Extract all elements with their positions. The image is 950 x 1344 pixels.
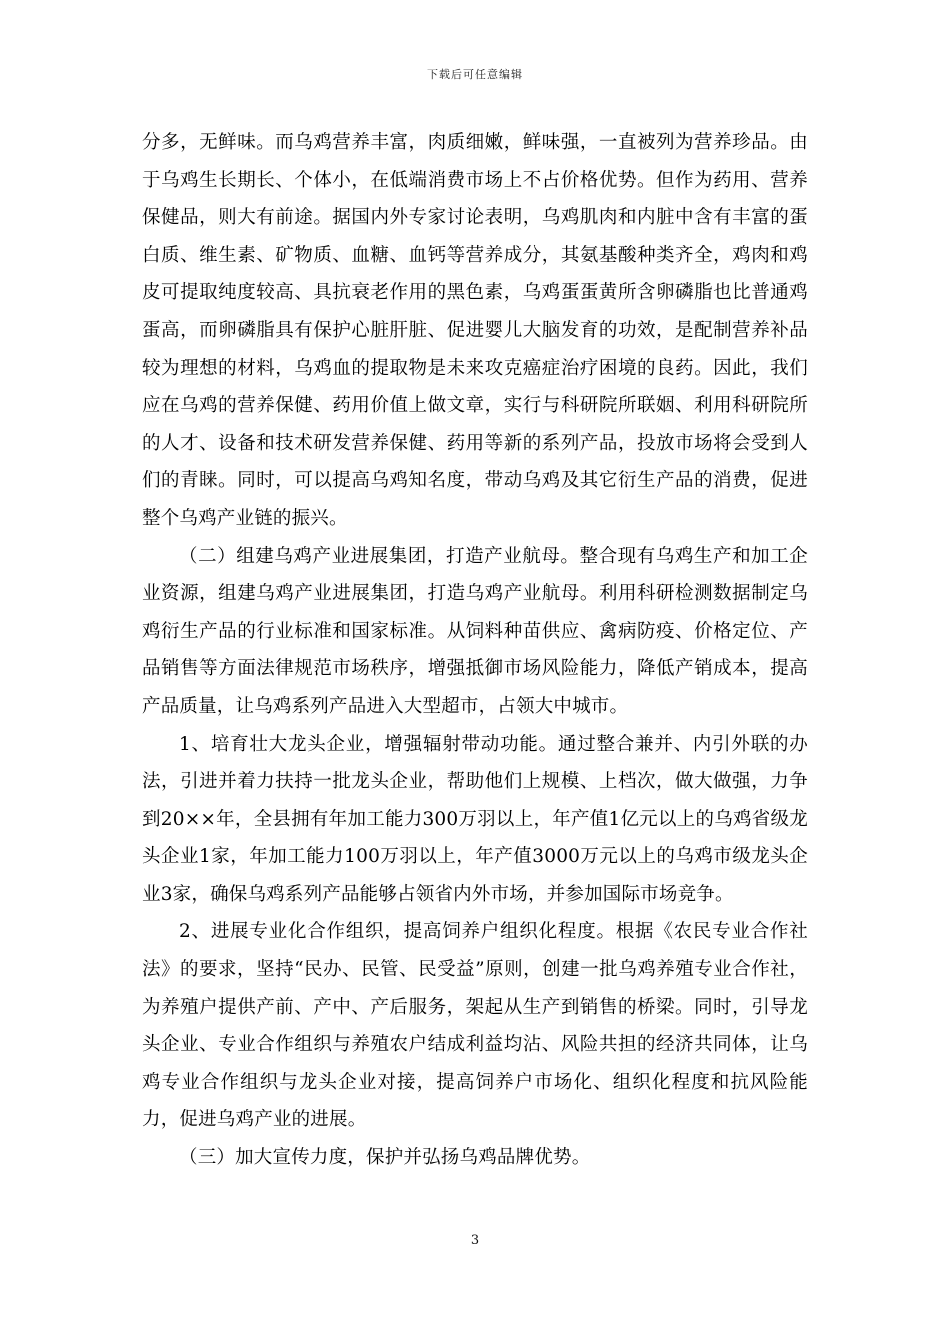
- document-body: [142, 124, 808, 1177]
- paragraph-section-three: （三）加大宣传力度，保护并弘扬乌鸡品牌优势。: [179, 1147, 591, 1169]
- paragraph-continuation: 分多，无鲜味。而乌鸡营养丰富，肉质细嫩，鲜味强，一直被列为营养珍品。由于乌鸡生长期长、个体小，在低端消费市场上不占价格优势。但作为药用、营养保健品，则大有前途。据国内外专家讨论表明，乌鸡肌肉和内脏中含有丰富的蛋白质、维生素、矿物质、血糖、血钙等营养成分，其氨基酸种类齐全，鸡肉和鸡皮可提取纯度较高、具抗衰老作用的黑色素，乌鸡蛋蛋黄所含卵磷脂也比普通鸡蛋高，而卵磷脂具有保护心脏肝脏、促进婴儿大脑发育的功效，是配制营养补品较为理想的材料，乌鸡血的提取物是未来攻克癌症治疗困境的良药。因此，我们应在乌鸡的营养保健、药用价值上做文章，实行与科研院所联姻、利用科研院所的人才、设备和技术研发营养保健、药用等新的系列产品，投放市场将会受到人们的青睐。同时，可以提高乌鸡知名度，带动乌鸡及其它衍生产品的消费，促进整个乌鸡产业链的振兴。: [142, 132, 808, 529]
- page-header: 下载后可任意编辑: [427, 68, 523, 81]
- page-number: 3: [470, 1233, 480, 1248]
- paragraph-item-two: 2、进展专业化合作组织，提高饲养户组织化程度。根据《农民专业合作社法》的要求，坚持“民办、民管、民受益”原则，创建一批乌鸡养殖专业合作社，为养殖户提供产前、产中、产后服务，架起从生产到销售的桥梁。同时，引导龙头企业、专业合作组织与养殖农户结成利益均沾、风险共担的经济共同体，让乌鸡专业合作组织与龙头企业对接，提高饲养户市场化、组织化程度和抗风险能力，促进乌鸡产业的进展。: [142, 921, 808, 1131]
- paragraph-section-two: （二）组建乌鸡产业进展集团，打造产业航母。整合现有乌鸡生产和加工企业资源，组建乌鸡产业进展集团，打造乌鸡产业航母。利用科研检测数据制定乌鸡衍生产品的行业标准和国家标准。从饲料种苗供应、禽病防疫、价格定位、产品销售等方面法律规范市场秩序，增强抵御市场风险能力，降低产销成本，提高产品质量，让乌鸡系列产品进入大型超市，占领大中城市。: [142, 545, 808, 717]
- paragraph-item-one: 1、培育壮大龙头企业，增强辐射带动功能。通过整合兼并、内引外联的办法，引进并着力扶持一批龙头企业，帮助他们上规模、上档次，做大做强，力争到20××年，全县拥有年加工能力300万羽以上，年产值1亿元以上的乌鸡省级龙头企业1家，年加工能力100万羽以上，年产值3000万元以上的乌鸡市级龙头企业3家，确保乌鸡系列产品能够占领省内外市场，并参加国际市场竞争。: [142, 733, 808, 905]
